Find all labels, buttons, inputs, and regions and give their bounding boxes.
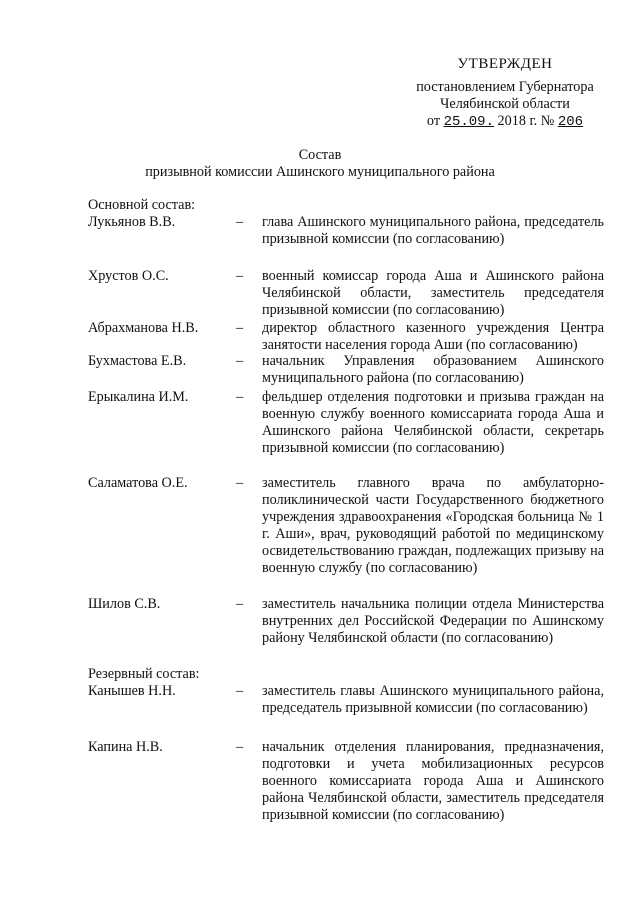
member-dash: – xyxy=(236,596,244,612)
member-dash: – xyxy=(236,353,244,369)
member-name: Капина Н.В. xyxy=(88,739,163,755)
member-role: глава Ашинского муниципального района, председатель призывной комиссии (по согласованию) xyxy=(262,214,604,247)
member-name: Лукьянов В.В. xyxy=(88,214,176,230)
document-title xyxy=(0,147,640,181)
member-role: фельдшер отделения подготовки и призыва граждан на военную службу военного комиссариата города Аша и Ашинского района Челябинской области, секретарь призывной комиссии (по согласованию) xyxy=(262,389,604,456)
member-role: начальник Управления образованием Ашинского муниципального района (по согласованию) xyxy=(262,353,604,386)
approval-date-line xyxy=(390,113,620,131)
member-name: Канышев Н.Н. xyxy=(88,683,176,699)
member-name: Саламатова О.Е. xyxy=(88,475,188,491)
title-line-2: призывной комиссии Ашинского муниципального района xyxy=(145,164,495,180)
member-role: заместитель начальника полиции отдела Министерства внутренних дел Российской Федерации по Ашинскому району Челябинской области (по согласованию) xyxy=(262,596,604,646)
member-role: директор областного казенного учреждения Центра занятости населения города Аши (по согласованию) xyxy=(262,320,604,353)
member-dash: – xyxy=(236,268,244,284)
member-dash: – xyxy=(236,389,244,405)
date-prefix: от xyxy=(426,113,441,129)
approval-line-2: Челябинской области xyxy=(440,96,570,112)
approval-date: 25.09. xyxy=(443,114,494,130)
member-name: Ерыкалина И.М. xyxy=(88,389,189,405)
member-role: заместитель главного врача по амбулаторно-поликлинической части Государственного бюджетного учреждения здравоохранения «Городская больница № 1 г. Аши», врач, руководящий работой по медицинскому освидетельствованию граждан, подлежащих призыву на военную службу (по согласованию) xyxy=(262,475,604,576)
member-dash: – xyxy=(236,683,244,699)
title-line-1: Состав xyxy=(298,147,342,163)
approval-heading: УТВЕРЖДЕН xyxy=(457,56,553,72)
member-dash: – xyxy=(236,475,244,491)
approval-line-1: постановлением Губернатора xyxy=(416,79,594,95)
member-role: начальник отделения планирования, предназначения, подготовки и учета мобилизационных ресурсов военного комиссариата города Аша и Ашинского района Челябинской области, заместитель председателя призывной комиссии (по согласованию) xyxy=(262,739,604,823)
main-composition-label: Основной состав: xyxy=(88,197,196,213)
approval-block xyxy=(390,56,620,131)
approval-number: 206 xyxy=(557,114,584,130)
reserve-composition-label: Резервный состав: xyxy=(88,666,200,682)
year-suffix: 2018 г. № xyxy=(497,113,555,129)
member-name: Шилов С.В. xyxy=(88,596,161,612)
member-dash: – xyxy=(236,739,244,755)
member-dash: – xyxy=(236,320,244,336)
member-dash: – xyxy=(236,214,244,230)
member-role: заместитель главы Ашинского муниципального района, председатель призывной комиссии (по согласованию) xyxy=(262,683,604,716)
member-name: Бухмастова Е.В. xyxy=(88,353,187,369)
member-name: Абрахманова Н.В. xyxy=(88,320,199,336)
member-name: Хрустов О.С. xyxy=(88,268,169,284)
member-role: военный комиссар города Аша и Ашинского района Челябинской области, заместитель председателя призывной комиссии (по согласованию) xyxy=(262,268,604,318)
